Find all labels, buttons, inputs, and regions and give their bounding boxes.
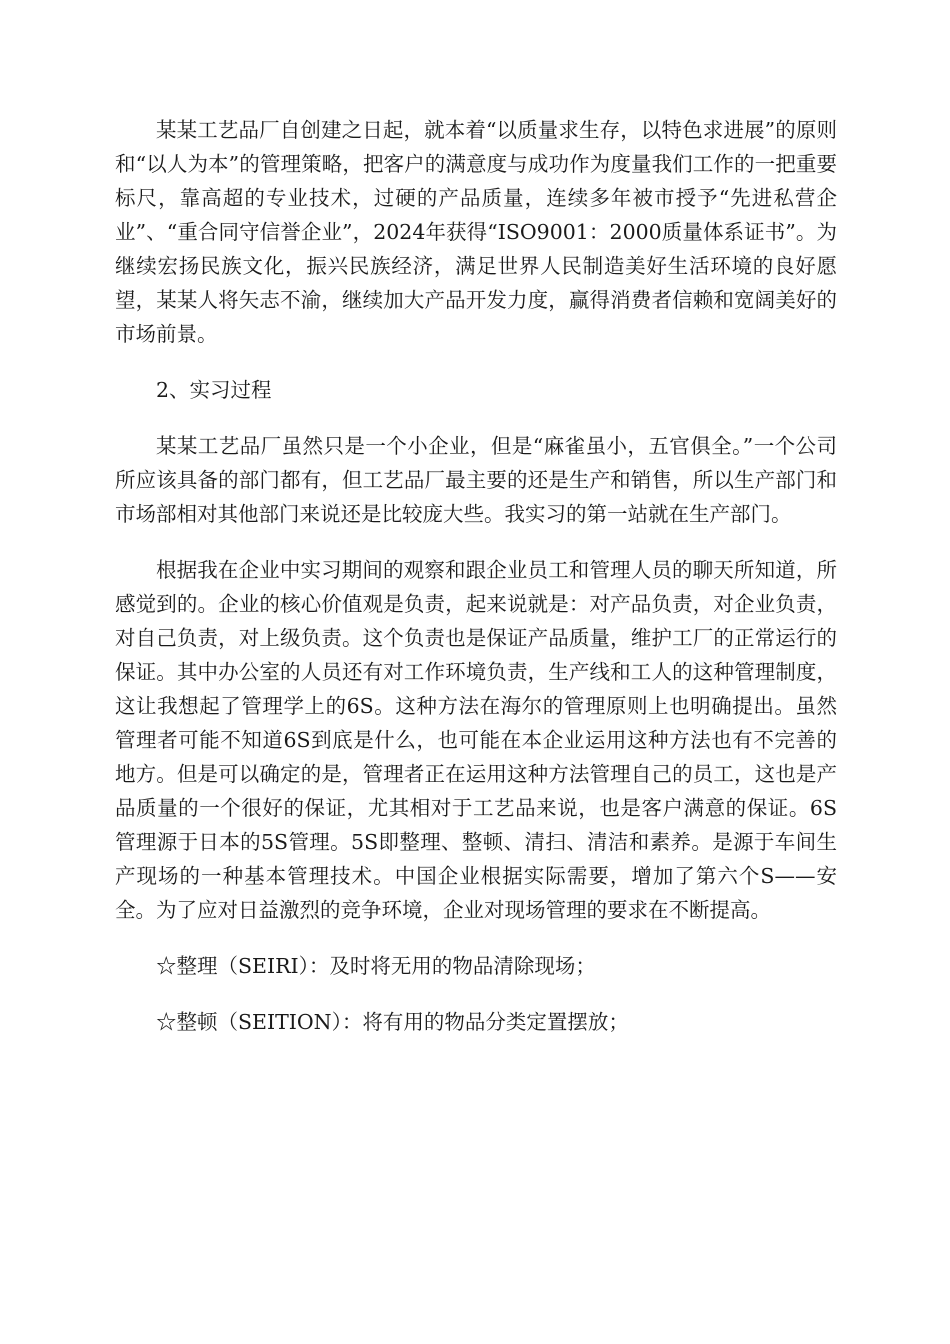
- section-heading: 2、实习过程: [156, 378, 272, 402]
- body-paragraph: 某某工艺品厂虽然只是一个小企业，但是“麻雀虽小，五官俱全。”一个公司所应该具备的部门都有，但工艺品厂最主要的还是生产和销售，所以生产部门和市场部相对其他部门来说还是比较庞大些。我实习的第一站就在生产部门。: [115, 434, 837, 526]
- body-paragraph: 根据我在企业中实习期间的观察和跟企业员工和管理人员的聊天所知道，所感觉到的。企业的核心价值观是负责，起来说就是：对产品负责，对企业负责，对自己负责，对上级负责。这个负责也是保证产品质量，维护工厂的正常运行的保证。其中办公室的人员还有对工作环境负责，生产线和工人的这种管理制度，这让我想起了管理学上的6S。这种方法在海尔的管理原则上也明确提出。虽然管理者可能不知道6S到底是什么，也可能在本企业运用这种方法也有不完善的地方。但是可以确定的是，管理者正在运用这种方法管理自己的员工，这也是产品质量的一个很好的保证，尤其相对于工艺品来说，也是客户满意的保证。6S管理源于日本的5S管理。5S即整理、整顿、清扫、清洁和素养。是源于车间生产现场的一种基本管理技术。中国企业根据实际需要，增加了第六个S——安全。为了应对日益激烈的竞争环境，企业对现场管理的要求在不断提高。: [115, 558, 837, 922]
- intro-paragraph: 某某工艺品厂自创建之日起，就本着“以质量求生存，以特色求进展”的原则和“以人为本”的管理策略，把客户的满意度与成功作为度量我们工作的一把重要标尺，靠高超的专业技术，过硬的产品质量，连续多年被市授予“先进私营企业”、“重合同守信誉企业”，2024年获得“ISO9001：2000质量体系证书”。为继续宏扬民族文化，振兴民族经济，满足世界人民制造美好生活环境的良好愿望，某某人将矢志不渝，继续加大产品开发力度，赢得消费者信赖和宽阔美好的市场前景。: [115, 118, 837, 346]
- list-item-seiton: ☆整顿（SEITION）：将有用的物品分类定置摆放；: [156, 1010, 629, 1034]
- list-item-seiri: ☆整理（SEIRI）：及时将无用的物品清除现场；: [156, 954, 596, 978]
- document-body: [115, 113, 837, 1039]
